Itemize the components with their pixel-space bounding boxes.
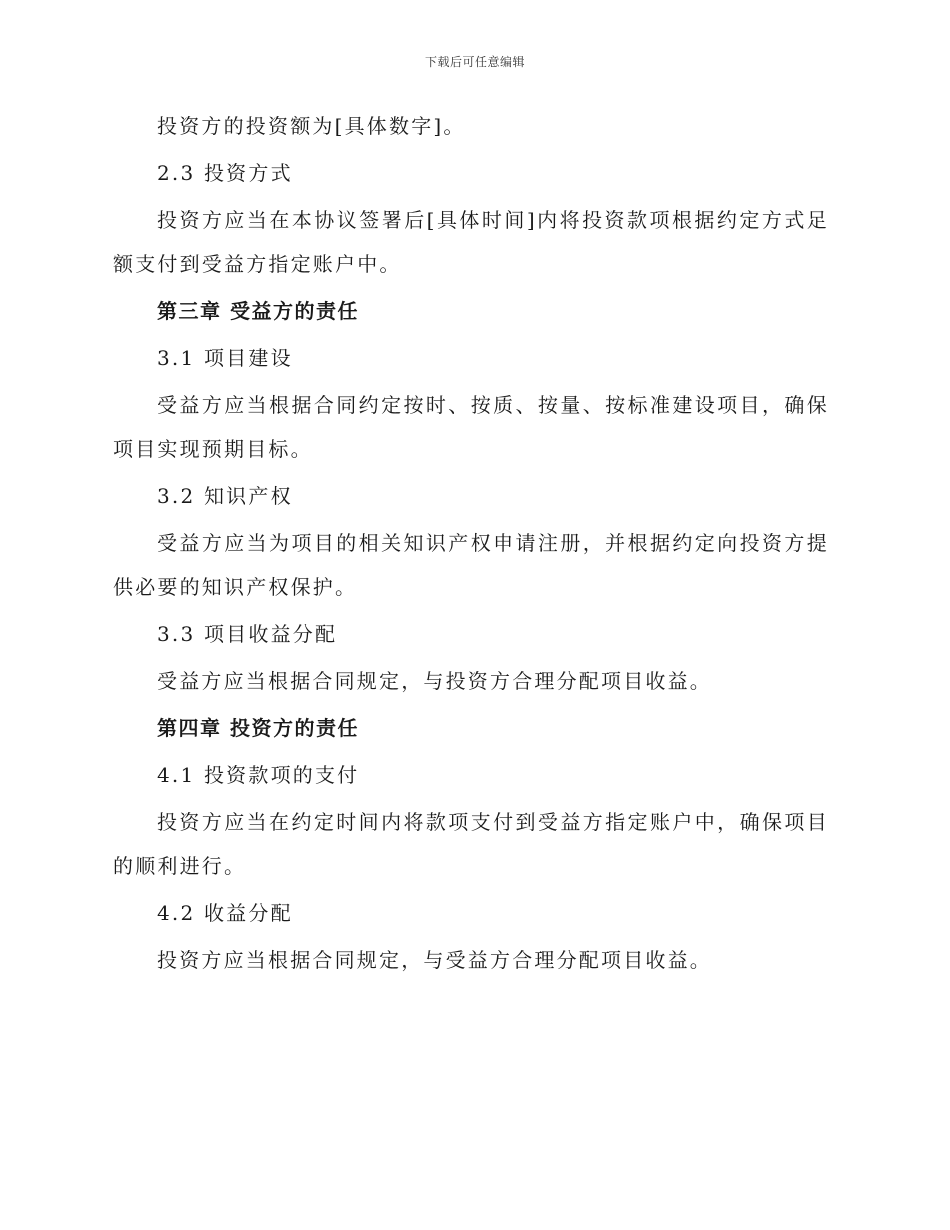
section-heading-3-2: 3.2 知识产权 <box>157 484 293 508</box>
section-heading-4-2: 4.2 收益分配 <box>157 901 293 925</box>
chapter-heading-4: 第四章 投资方的责任 <box>157 716 359 740</box>
paragraph-project-construction: 受益方应当根据合同约定按时、按质、按量、按标准建设项目，确保项目实现预期目标。 <box>113 393 829 461</box>
section-heading-4-1: 4.1 投资款项的支付 <box>157 763 360 787</box>
paragraph-profit-distribution-investor: 投资方应当根据合同规定，与受益方合理分配项目收益。 <box>157 948 712 972</box>
paragraph-investment-amount: 投资方的投资额为[具体数字]。 <box>157 114 466 138</box>
header-note: 下载后可任意编辑 <box>424 55 525 69</box>
paragraph-investment-method: 投资方应当在本协议签署后[具体时间]内将投资款项根据约定方式足额支付到受益方指定账户中。 <box>113 208 829 276</box>
chapter-heading-3: 第三章 受益方的责任 <box>157 299 359 323</box>
paragraph-profit-distribution-beneficiary: 受益方应当根据合同规定，与投资方合理分配项目收益。 <box>157 669 712 693</box>
section-heading-3-1: 3.1 项目建设 <box>157 346 293 370</box>
document-body <box>113 104 829 985</box>
section-heading-2-3: 2.3 投资方式 <box>157 161 293 185</box>
paragraph-intellectual-property: 受益方应当为项目的相关知识产权申请注册，并根据约定向投资方提供必要的知识产权保护。 <box>113 531 829 599</box>
paragraph-payment: 投资方应当在约定时间内将款项支付到受益方指定账户中，确保项目的顺利进行。 <box>113 810 829 878</box>
section-heading-3-3: 3.3 项目收益分配 <box>157 622 338 646</box>
